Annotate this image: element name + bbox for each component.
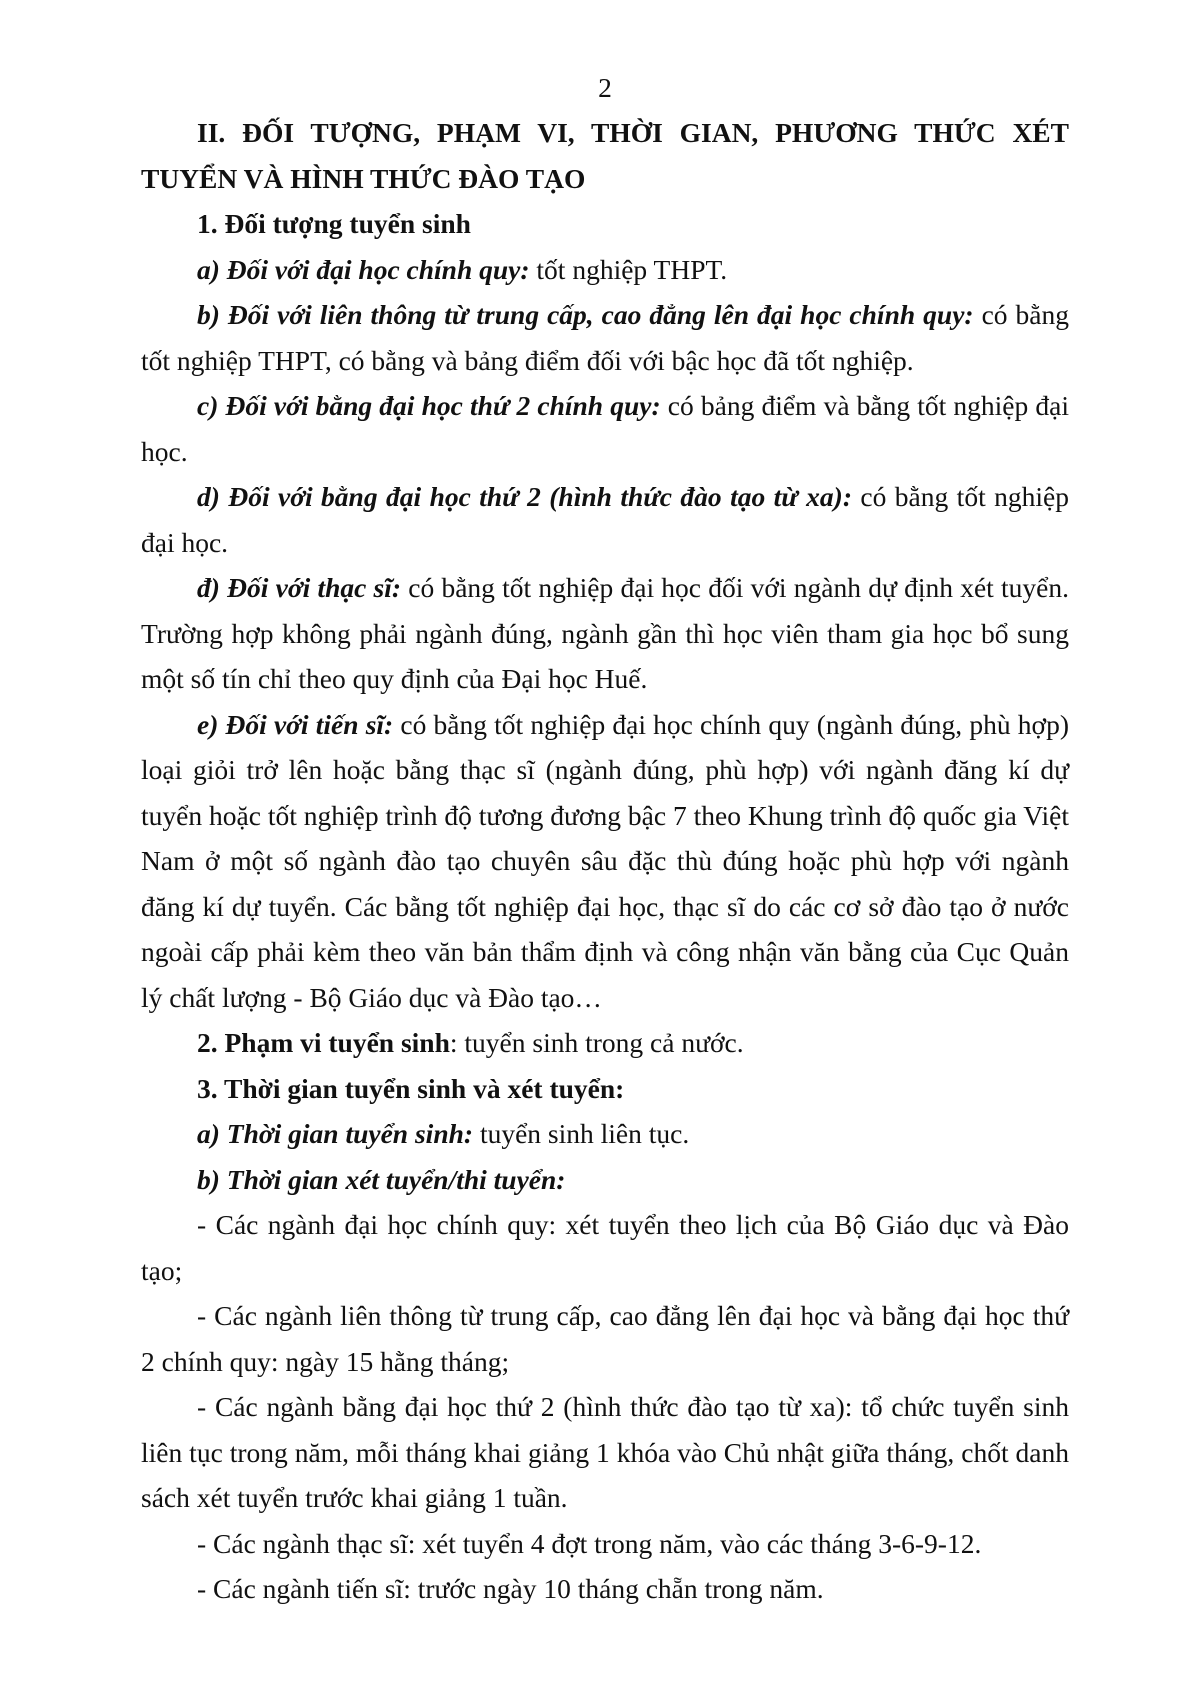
bullet-dai-hoc-chinh-quy: - Các ngành đại học chính quy: xét tuyển theo lịch của Bộ Giáo dục và Đào tạo; [141,1209,1069,1286]
item-label: c) Đối với bằng đại học thứ 2 chính quy: [197,390,661,421]
item-text: tuyển sinh liên tục. [473,1118,690,1149]
subsection-text-pham-vi: : tuyển sinh trong cả nước. [449,1027,744,1058]
item-dd-thac-si [141,565,1069,702]
item-text: có bằng tốt nghiệp đại học đối với ngành dự định xét tuyển. Trường hợp không phải ngành đúng, ngành gần thì học viên tham gia học bổ sung một số tín chỉ theo quy định của Đại học Huế. [141,572,1069,694]
item-e-tien-si [141,702,1069,1021]
section-heading: II. ĐỐI TƯỢNG, PHẠM VI, THỜI GIAN, PHƯƠNG THỨC XÉT TUYỂN VÀ HÌNH THỨC ĐÀO TẠO [141,117,1069,194]
item-text: có bằng tốt nghiệp THPT, có bằng và bảng điểm đối với bậc học đã tốt nghiệp. [141,299,1069,376]
item-b-thoi-gian-xet-tuyen: b) Thời gian xét tuyển/thi tuyển: [197,1163,566,1195]
item-label: đ) Đối với thạc sĩ: [197,572,402,603]
bullet-tu-xa: - Các ngành bằng đại học thứ 2 (hình thức đào tạo từ xa): tổ chức tuyển sinh liên tục trong năm, mỗi tháng khai giảng 1 khóa vào Chủ nhật giữa tháng, chốt danh sách xét tuyển trước khai giảng 1 tuần. [141,1391,1069,1513]
item-b-lien-thong [141,292,1069,383]
bullet-tien-si: - Các ngành tiến sĩ: trước ngày 10 tháng chẵn trong năm. [197,1573,824,1604]
item-text: có bảng điểm và bằng tốt nghiệp đại học. [141,390,1069,467]
document-page [141,70,1069,1612]
subsection-title-pham-vi: 2. Phạm vi tuyển sinh [197,1027,450,1058]
page-number: 2 [598,72,612,103]
item-label: e) Đối với tiến sĩ: [197,708,394,740]
bullet-thac-si: - Các ngành thạc sĩ: xét tuyển 4 đợt trong năm, vào các tháng 3-6-9-12. [197,1527,982,1559]
subsection-title-doi-tuong: 1. Đối tượng tuyển sinh [197,208,471,239]
item-text: có bằng tốt nghiệp đại học. [141,481,1069,558]
item-d-bang-thu-2-tu-xa [141,474,1069,565]
item-label: a) Đối với đại học chính quy: [197,253,530,285]
item-label: b) Đối với liên thông từ trung cấp, cao đẳng lên đại học chính quy: [197,299,974,330]
item-label: d) Đối với bằng đại học thứ 2 (hình thức đào tạo từ xa): [197,481,852,512]
subsection-pham-vi [141,1020,1069,1066]
item-c-bang-thu-2-chinh-quy [141,383,1069,474]
item-label: a) Thời gian tuyển sinh: [197,1118,474,1149]
item-text: có bằng tốt nghiệp đại học chính quy (ngành đúng, phù hợp) loại giỏi trở lên hoặc bằng thạc sĩ (ngành đúng, phù hợp) với ngành đăng kí dự tuyển hoặc tốt nghiệp trình độ tương đương bậc 7 theo Khung trình độ quốc gia Việt Nam ở một số ngành đào tạo chuyên sâu đặc thù đúng hoặc phù hợp với ngành đăng kí dự tuyển. Các bằng tốt nghiệp đại học, thạc sĩ do các cơ sở đào tạo ở nước ngoài cấp phải kèm theo văn bản thẩm định và công nhận văn bằng của Cục Quản lý chất lượng - Bộ Giáo dục và Đào tạo… [141,708,1069,1013]
item-text: tốt nghiệp THPT. [529,253,728,285]
item-a-dai-hoc-chinh-quy [141,247,1069,293]
item-a-thoi-gian-tuyen-sinh [141,1111,1069,1157]
bullet-lien-thong: - Các ngành liên thông từ trung cấp, cao đẳng lên đại học và bằng đại học thứ 2 chính quy: ngày 15 hằng tháng; [141,1300,1069,1377]
subsection-title-thoi-gian: 3. Thời gian tuyển sinh và xét tuyển: [197,1072,625,1104]
